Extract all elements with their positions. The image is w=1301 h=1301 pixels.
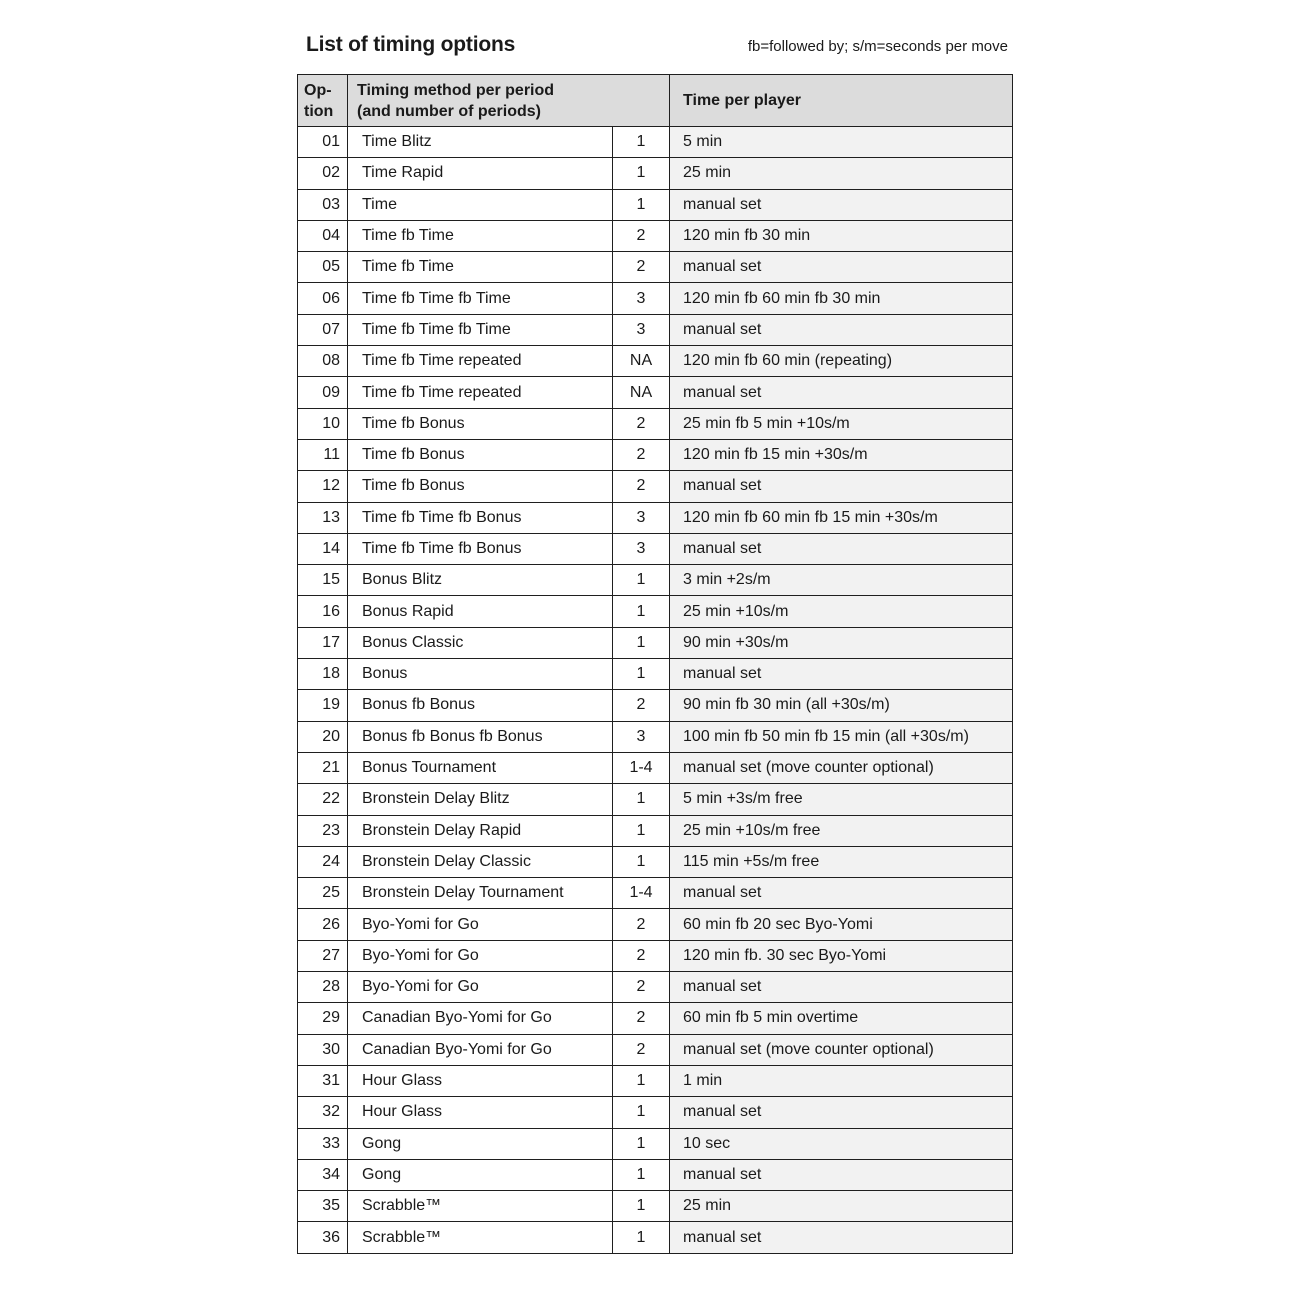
time-cell: manual set [670,377,1013,408]
method-cell: Hour Glass [348,1097,613,1128]
option-cell: 22 [298,784,348,815]
periods-cell: 2 [613,690,670,721]
option-cell: 21 [298,752,348,783]
option-cell: 16 [298,596,348,627]
periods-cell: 1 [613,815,670,846]
method-cell: Bonus Classic [348,627,613,658]
periods-cell: 2 [613,1034,670,1065]
option-cell: 01 [298,127,348,158]
time-cell: 60 min fb 5 min overtime [670,1003,1013,1034]
table-row [298,846,1013,877]
option-cell: 35 [298,1191,348,1222]
periods-cell: 1 [613,596,670,627]
time-cell: manual set [670,471,1013,502]
time-cell: 25 min +10s/m free [670,815,1013,846]
periods-cell: 3 [613,721,670,752]
time-cell: 25 min fb 5 min +10s/m [670,408,1013,439]
table-row [298,784,1013,815]
timing-options-table [297,74,1013,1254]
time-cell: 90 min fb 30 min (all +30s/m) [670,690,1013,721]
table-row [298,408,1013,439]
table-row [298,346,1013,377]
periods-cell: 2 [613,439,670,470]
page-title: List of timing options [306,33,516,56]
option-cell: 13 [298,502,348,533]
time-cell: 120 min fb 15 min +30s/m [670,439,1013,470]
periods-cell: 3 [613,533,670,564]
method-cell: Time fb Bonus [348,439,613,470]
option-cell: 05 [298,252,348,283]
method-cell: Canadian Byo-Yomi for Go [348,1003,613,1034]
option-cell: 08 [298,346,348,377]
table-row [298,1159,1013,1190]
table-row [298,690,1013,721]
header-method-line2: (and number of periods) [357,102,541,120]
header-option-line1: Op- [304,81,332,99]
table-row [298,1191,1013,1222]
periods-cell: 2 [613,220,670,251]
table-row [298,127,1013,158]
option-cell: 24 [298,846,348,877]
periods-cell: 2 [613,1003,670,1034]
table-row [298,1003,1013,1034]
table-row [298,377,1013,408]
method-cell: Hour Glass [348,1065,613,1096]
periods-cell: 1 [613,1222,670,1253]
time-cell: 100 min fb 50 min fb 15 min (all +30s/m) [670,721,1013,752]
table-row [298,220,1013,251]
table-row [298,659,1013,690]
table-row [298,972,1013,1003]
header-time: Time per player [670,75,1013,127]
periods-cell: 1 [613,846,670,877]
time-cell: manual set [670,189,1013,220]
table-row [298,815,1013,846]
method-cell: Time Blitz [348,127,613,158]
time-cell: manual set [670,1222,1013,1253]
method-cell: Time [348,189,613,220]
document-page [297,28,1012,1254]
option-cell: 29 [298,1003,348,1034]
method-cell: Byo-Yomi for Go [348,940,613,971]
table-row [298,1065,1013,1096]
option-cell: 06 [298,283,348,314]
option-cell: 25 [298,878,348,909]
periods-cell: 1 [613,1065,670,1096]
periods-cell: 1 [613,189,670,220]
option-cell: 12 [298,471,348,502]
table-row [298,1034,1013,1065]
method-cell: Time fb Time repeated [348,377,613,408]
method-cell: Time fb Time repeated [348,346,613,377]
method-cell: Bonus Tournament [348,752,613,783]
periods-cell: 1 [613,1159,670,1190]
periods-cell: 1 [613,1097,670,1128]
time-cell: manual set (move counter optional) [670,1034,1013,1065]
method-cell: Canadian Byo-Yomi for Go [348,1034,613,1065]
option-cell: 11 [298,439,348,470]
periods-cell: 2 [613,408,670,439]
time-cell: 10 sec [670,1128,1013,1159]
method-cell: Time fb Time [348,220,613,251]
method-cell: Time fb Time fb Bonus [348,533,613,564]
method-cell: Bronstein Delay Tournament [348,878,613,909]
method-cell: Bronstein Delay Classic [348,846,613,877]
periods-cell: 1 [613,784,670,815]
table-row [298,283,1013,314]
time-cell: 90 min +30s/m [670,627,1013,658]
time-cell: manual set [670,252,1013,283]
periods-cell: 1 [613,127,670,158]
abbreviation-legend: fb=followed by; s/m=seconds per move [747,38,1008,55]
method-cell: Byo-Yomi for Go [348,972,613,1003]
option-cell: 32 [298,1097,348,1128]
time-cell: 1 min [670,1065,1013,1096]
time-cell: 115 min +5s/m free [670,846,1013,877]
method-cell: Bonus fb Bonus fb Bonus [348,721,613,752]
method-cell: Bonus fb Bonus [348,690,613,721]
periods-cell: 1 [613,659,670,690]
method-cell: Time fb Time [348,252,613,283]
time-cell: 120 min fb 60 min fb 30 min [670,283,1013,314]
option-cell: 17 [298,627,348,658]
method-cell: Time fb Time fb Time [348,314,613,345]
periods-cell: 1-4 [613,752,670,783]
time-cell: 25 min [670,1191,1013,1222]
periods-cell: 1 [613,1191,670,1222]
table-row [298,252,1013,283]
option-cell: 33 [298,1128,348,1159]
time-cell: manual set [670,1159,1013,1190]
option-cell: 04 [298,220,348,251]
method-cell: Time fb Time fb Bonus [348,502,613,533]
periods-cell: NA [613,377,670,408]
periods-cell: 1 [613,1128,670,1159]
method-cell: Gong [348,1159,613,1190]
time-cell: manual set [670,659,1013,690]
time-cell: 120 min fb 30 min [670,220,1013,251]
method-cell: Bonus [348,659,613,690]
time-cell: 3 min +2s/m [670,565,1013,596]
time-cell: 25 min +10s/m [670,596,1013,627]
header-option [298,75,348,127]
table-row [298,439,1013,470]
table-row [298,752,1013,783]
periods-cell: 2 [613,909,670,940]
periods-cell: 1 [613,627,670,658]
periods-cell: 3 [613,283,670,314]
table-row [298,314,1013,345]
periods-cell: 3 [613,314,670,345]
time-cell: 25 min [670,158,1013,189]
table-row [298,596,1013,627]
option-cell: 14 [298,533,348,564]
table-row [298,471,1013,502]
option-cell: 27 [298,940,348,971]
table-row [298,565,1013,596]
time-cell: manual set (move counter optional) [670,752,1013,783]
method-cell: Byo-Yomi for Go [348,909,613,940]
method-cell: Bronstein Delay Rapid [348,815,613,846]
header-method-line1: Timing method per period [357,81,555,99]
table-row [298,1097,1013,1128]
option-cell: 10 [298,408,348,439]
time-cell: manual set [670,533,1013,564]
time-cell: 120 min fb. 30 sec Byo-Yomi [670,940,1013,971]
option-cell: 19 [298,690,348,721]
header-method [348,75,670,127]
time-cell: 120 min fb 60 min (repeating) [670,346,1013,377]
method-cell: Time fb Bonus [348,471,613,502]
periods-cell: 3 [613,502,670,533]
method-cell: Bronstein Delay Blitz [348,784,613,815]
periods-cell: 1-4 [613,878,670,909]
table-row [298,940,1013,971]
method-cell: Time fb Time fb Time [348,283,613,314]
option-cell: 26 [298,909,348,940]
method-cell: Gong [348,1128,613,1159]
table-row [298,1222,1013,1253]
method-cell: Bonus Rapid [348,596,613,627]
table-body [298,127,1013,1254]
table-row [298,1128,1013,1159]
time-cell: 5 min +3s/m free [670,784,1013,815]
table-row [298,502,1013,533]
time-cell: 120 min fb 60 min fb 15 min +30s/m [670,502,1013,533]
table-row [298,721,1013,752]
option-cell: 28 [298,972,348,1003]
option-cell: 31 [298,1065,348,1096]
header-option-line2: tion [304,102,334,120]
option-cell: 07 [298,314,348,345]
option-cell: 36 [298,1222,348,1253]
option-cell: 15 [298,565,348,596]
table-row [298,878,1013,909]
method-cell: Bonus Blitz [348,565,613,596]
option-cell: 02 [298,158,348,189]
title-bar [297,28,1012,74]
periods-cell: 2 [613,471,670,502]
table-row [298,909,1013,940]
periods-cell: NA [613,346,670,377]
method-cell: Time Rapid [348,158,613,189]
method-cell: Scrabble™ [348,1222,613,1253]
time-cell: manual set [670,314,1013,345]
periods-cell: 2 [613,972,670,1003]
periods-cell: 1 [613,565,670,596]
time-cell: manual set [670,1097,1013,1128]
option-cell: 20 [298,721,348,752]
option-cell: 03 [298,189,348,220]
table-row [298,189,1013,220]
time-cell: 60 min fb 20 sec Byo-Yomi [670,909,1013,940]
time-cell: manual set [670,972,1013,1003]
table-row [298,158,1013,189]
time-cell: 5 min [670,127,1013,158]
table-row [298,627,1013,658]
table-header-row [298,75,1013,127]
option-cell: 23 [298,815,348,846]
time-cell: manual set [670,878,1013,909]
option-cell: 18 [298,659,348,690]
option-cell: 09 [298,377,348,408]
method-cell: Scrabble™ [348,1191,613,1222]
table-row [298,533,1013,564]
periods-cell: 2 [613,252,670,283]
option-cell: 30 [298,1034,348,1065]
method-cell: Time fb Bonus [348,408,613,439]
option-cell: 34 [298,1159,348,1190]
periods-cell: 2 [613,940,670,971]
periods-cell: 1 [613,158,670,189]
